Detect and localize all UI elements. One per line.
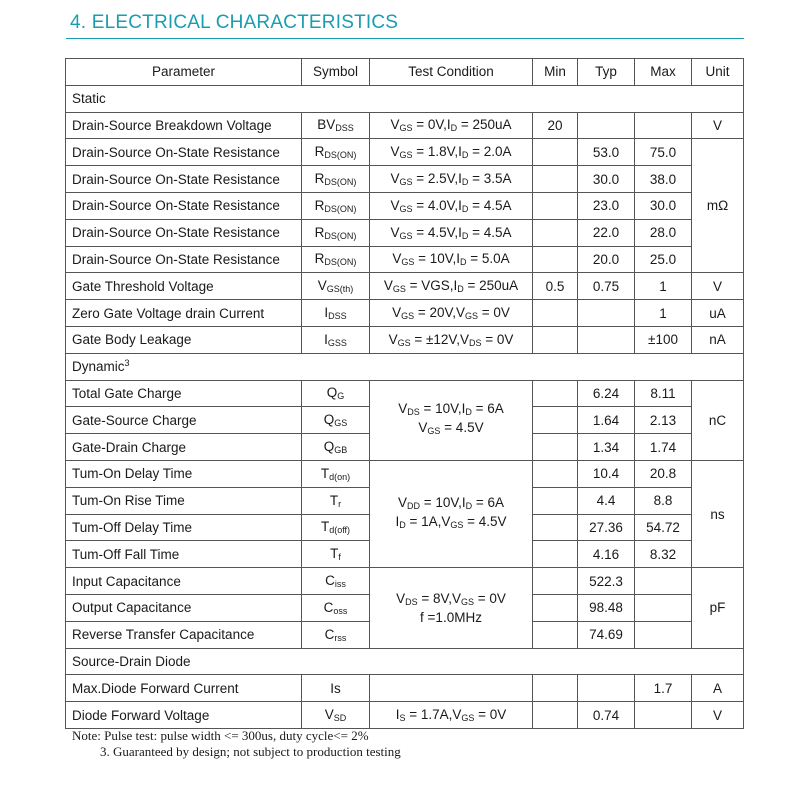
- symbol-cell: $T_f$: [302, 541, 370, 568]
- table-row: [66, 192, 744, 219]
- test-condition-cell: [370, 675, 533, 702]
- max-cell: [635, 568, 692, 595]
- parameter-cell: Gate-Drain Charge: [66, 434, 302, 461]
- parameter-cell: Drain-Source On-State Resistance: [66, 166, 302, 193]
- section-heading: 4. ELECTRICAL CHARACTERISTICS: [70, 12, 399, 33]
- header-cell: Typ: [578, 59, 635, 86]
- unit-cell: V: [692, 273, 744, 300]
- min-cell: [533, 541, 578, 568]
- max-cell: 38.0: [635, 166, 692, 193]
- max-cell: 1: [635, 273, 692, 300]
- test-condition-cell: $V_{GS} = VGS,I_D = 250uA$: [370, 273, 533, 300]
- max-cell: [635, 702, 692, 729]
- typ-cell: 10.4: [578, 460, 635, 487]
- min-cell: [533, 246, 578, 273]
- table-row: [66, 139, 744, 166]
- parameter-cell: Diode Forward Voltage: [66, 702, 302, 729]
- symbol-cell: $R_{DS(ON)}$: [302, 192, 370, 219]
- min-cell: 0.5: [533, 273, 578, 300]
- header-cell: Max: [635, 59, 692, 86]
- min-cell: [533, 219, 578, 246]
- max-cell: 8.11: [635, 380, 692, 407]
- min-cell: [533, 407, 578, 434]
- table-row: [66, 326, 744, 353]
- min-cell: [533, 434, 578, 461]
- footnotes: [72, 728, 401, 760]
- max-cell: 1.74: [635, 434, 692, 461]
- parameter-cell: Reverse Transfer Capacitance: [66, 621, 302, 648]
- min-cell: [533, 300, 578, 327]
- parameter-cell: Max.Diode Forward Current: [66, 675, 302, 702]
- table-row: [66, 675, 744, 702]
- section-label: Static: [66, 85, 744, 112]
- typ-cell: 22.0: [578, 219, 635, 246]
- parameter-cell: Tum-Off Delay Time: [66, 514, 302, 541]
- unit-cell: mΩ: [692, 139, 744, 273]
- table-row: [66, 246, 744, 273]
- typ-cell: 0.75: [578, 273, 635, 300]
- table-row: [66, 300, 744, 327]
- header-cell: Parameter: [66, 59, 302, 86]
- test-condition-cell: $V_{GS} = 2.5V,I_D = 3.5A$: [370, 166, 533, 193]
- section-row: [66, 85, 744, 112]
- test-condition-cell: $V_{GS} = 4.5V,I_D = 4.5A$: [370, 219, 533, 246]
- typ-cell: 53.0: [578, 139, 635, 166]
- parameter-cell: Drain-Source On-State Resistance: [66, 246, 302, 273]
- typ-cell: 30.0: [578, 166, 635, 193]
- max-cell: [635, 621, 692, 648]
- typ-cell: [578, 675, 635, 702]
- test-condition-cell: $I_S = 1.7A,V_{GS} = 0V$: [370, 702, 533, 729]
- header-cell: Unit: [692, 59, 744, 86]
- unit-cell: uA: [692, 300, 744, 327]
- unit-cell: nC: [692, 380, 744, 460]
- section-row: [66, 648, 744, 675]
- parameter-cell: Tum-Off Fall Time: [66, 541, 302, 568]
- typ-cell: 1.64: [578, 407, 635, 434]
- header-cell: Min: [533, 59, 578, 86]
- electrical-characteristics-table: [65, 58, 744, 729]
- symbol-cell: $C_{oss}$: [302, 594, 370, 621]
- table-row: [66, 702, 744, 729]
- unit-cell: nA: [692, 326, 744, 353]
- table-row: [66, 460, 744, 487]
- unit-cell: V: [692, 112, 744, 139]
- table-row: [66, 219, 744, 246]
- header-cell: Test Condition: [370, 59, 533, 86]
- parameter-cell: Gate-Source Charge: [66, 407, 302, 434]
- test-condition-cell: $V_{GS} = 0V,I_D = 250uA$: [370, 112, 533, 139]
- unit-cell: ns: [692, 460, 744, 567]
- footnote-pulse: Note: Pulse test: pulse width <= 300us, duty cycle<= 2%: [72, 728, 369, 743]
- symbol-cell: $Q_{GS}$: [302, 407, 370, 434]
- table-row: [66, 166, 744, 193]
- symbol-cell: $R_{DS(ON)}$: [302, 139, 370, 166]
- symbol-cell: $T_{d(on)}$: [302, 460, 370, 487]
- header-row: [66, 59, 744, 86]
- symbol-cell: $BV_{DSS}$: [302, 112, 370, 139]
- symbol-cell: $C_{iss}$: [302, 568, 370, 595]
- symbol-cell: $I_{GSS}$: [302, 326, 370, 353]
- parameter-cell: Tum-On Delay Time: [66, 460, 302, 487]
- symbol-cell: $R_{DS(ON)}$: [302, 219, 370, 246]
- typ-cell: 74.69: [578, 621, 635, 648]
- max-cell: [635, 112, 692, 139]
- min-cell: [533, 594, 578, 621]
- table-row: [66, 568, 744, 595]
- footnote-design: 3. Guaranteed by design; not subject to production testing: [100, 744, 401, 759]
- test-condition-cell: $V_{GS} = 20V,V_{GS} = 0V$: [370, 300, 533, 327]
- section-label: Source-Drain Diode: [66, 648, 744, 675]
- test-condition-cell: $V_{GS} = 1.8V,I_D = 2.0A$: [370, 139, 533, 166]
- typ-cell: 6.24: [578, 380, 635, 407]
- test-condition-cell: $V_{DD} = 10V,I_D = 6A$ $I_D = 1A,V_{GS} = 4.5V$: [370, 460, 533, 567]
- typ-cell: 98.48: [578, 594, 635, 621]
- symbol-cell: Is: [302, 675, 370, 702]
- typ-cell: [578, 326, 635, 353]
- max-cell: ±100: [635, 326, 692, 353]
- parameter-cell: Gate Body Leakage: [66, 326, 302, 353]
- min-cell: [533, 166, 578, 193]
- max-cell: [635, 594, 692, 621]
- parameter-cell: Drain-Source On-State Resistance: [66, 192, 302, 219]
- typ-cell: 23.0: [578, 192, 635, 219]
- unit-cell: A: [692, 675, 744, 702]
- symbol-cell: $R_{DS(ON)}$: [302, 246, 370, 273]
- symbol-cell: $C_{rss}$: [302, 621, 370, 648]
- test-condition-cell: $V_{GS} = 4.0V,I_D = 4.5A$: [370, 192, 533, 219]
- parameter-cell: Tum-On Rise Time: [66, 487, 302, 514]
- min-cell: [533, 621, 578, 648]
- symbol-cell: $I_{DSS}$: [302, 300, 370, 327]
- symbol-cell: $T_{d(off)}$: [302, 514, 370, 541]
- test-condition-cell: $V_{GS} = 10V,I_D = 5.0A$: [370, 246, 533, 273]
- parameter-cell: Total Gate Charge: [66, 380, 302, 407]
- test-condition-cell: $V_{GS} = \pm 12V,V_{DS} = 0V$: [370, 326, 533, 353]
- min-cell: [533, 192, 578, 219]
- min-cell: [533, 487, 578, 514]
- unit-cell: pF: [692, 568, 744, 648]
- max-cell: 20.8: [635, 460, 692, 487]
- symbol-cell: $R_{DS(ON)}$: [302, 166, 370, 193]
- parameter-cell: Gate Threshold Voltage: [66, 273, 302, 300]
- typ-cell: [578, 300, 635, 327]
- typ-cell: 4.4: [578, 487, 635, 514]
- max-cell: 1: [635, 300, 692, 327]
- section-row: [66, 353, 744, 380]
- typ-cell: 0.74: [578, 702, 635, 729]
- min-cell: [533, 675, 578, 702]
- max-cell: 25.0: [635, 246, 692, 273]
- min-cell: [533, 326, 578, 353]
- unit-cell: V: [692, 702, 744, 729]
- min-cell: [533, 460, 578, 487]
- typ-cell: 27.36: [578, 514, 635, 541]
- max-cell: 30.0: [635, 192, 692, 219]
- parameter-cell: Output Capacitance: [66, 594, 302, 621]
- table-row: [66, 273, 744, 300]
- table-row: [66, 112, 744, 139]
- min-cell: [533, 380, 578, 407]
- min-cell: [533, 514, 578, 541]
- max-cell: 2.13: [635, 407, 692, 434]
- min-cell: [533, 568, 578, 595]
- test-condition-cell: $V_{DS} = 8V,V_{GS} = 0V$ f =1.0MHz: [370, 568, 533, 648]
- min-cell: [533, 702, 578, 729]
- table-row: [66, 380, 744, 407]
- typ-cell: 1.34: [578, 434, 635, 461]
- test-condition-cell: $V_{DS} = 10V,I_D = 6A$ $V_{GS} = 4.5V$: [370, 380, 533, 460]
- min-cell: 20: [533, 112, 578, 139]
- parameter-cell: Drain-Source Breakdown Voltage: [66, 112, 302, 139]
- section-label: Dynamic$^3$: [66, 353, 744, 380]
- typ-cell: 522.3: [578, 568, 635, 595]
- max-cell: 8.8: [635, 487, 692, 514]
- min-cell: [533, 139, 578, 166]
- max-cell: 54.72: [635, 514, 692, 541]
- header-cell: Symbol: [302, 59, 370, 86]
- parameter-cell: Drain-Source On-State Resistance: [66, 139, 302, 166]
- symbol-cell: $V_{GS(th)}$: [302, 273, 370, 300]
- parameter-cell: Input Capacitance: [66, 568, 302, 595]
- parameter-cell: Drain-Source On-State Resistance: [66, 219, 302, 246]
- symbol-cell: $Q_{GB}$: [302, 434, 370, 461]
- max-cell: 75.0: [635, 139, 692, 166]
- heading-rule: [66, 38, 744, 39]
- max-cell: 1.7: [635, 675, 692, 702]
- typ-cell: [578, 112, 635, 139]
- typ-cell: 4.16: [578, 541, 635, 568]
- typ-cell: 20.0: [578, 246, 635, 273]
- symbol-cell: $T_r$: [302, 487, 370, 514]
- max-cell: 8.32: [635, 541, 692, 568]
- symbol-cell: $V_{SD}$: [302, 702, 370, 729]
- symbol-cell: $Q_G$: [302, 380, 370, 407]
- max-cell: 28.0: [635, 219, 692, 246]
- parameter-cell: Zero Gate Voltage drain Current: [66, 300, 302, 327]
